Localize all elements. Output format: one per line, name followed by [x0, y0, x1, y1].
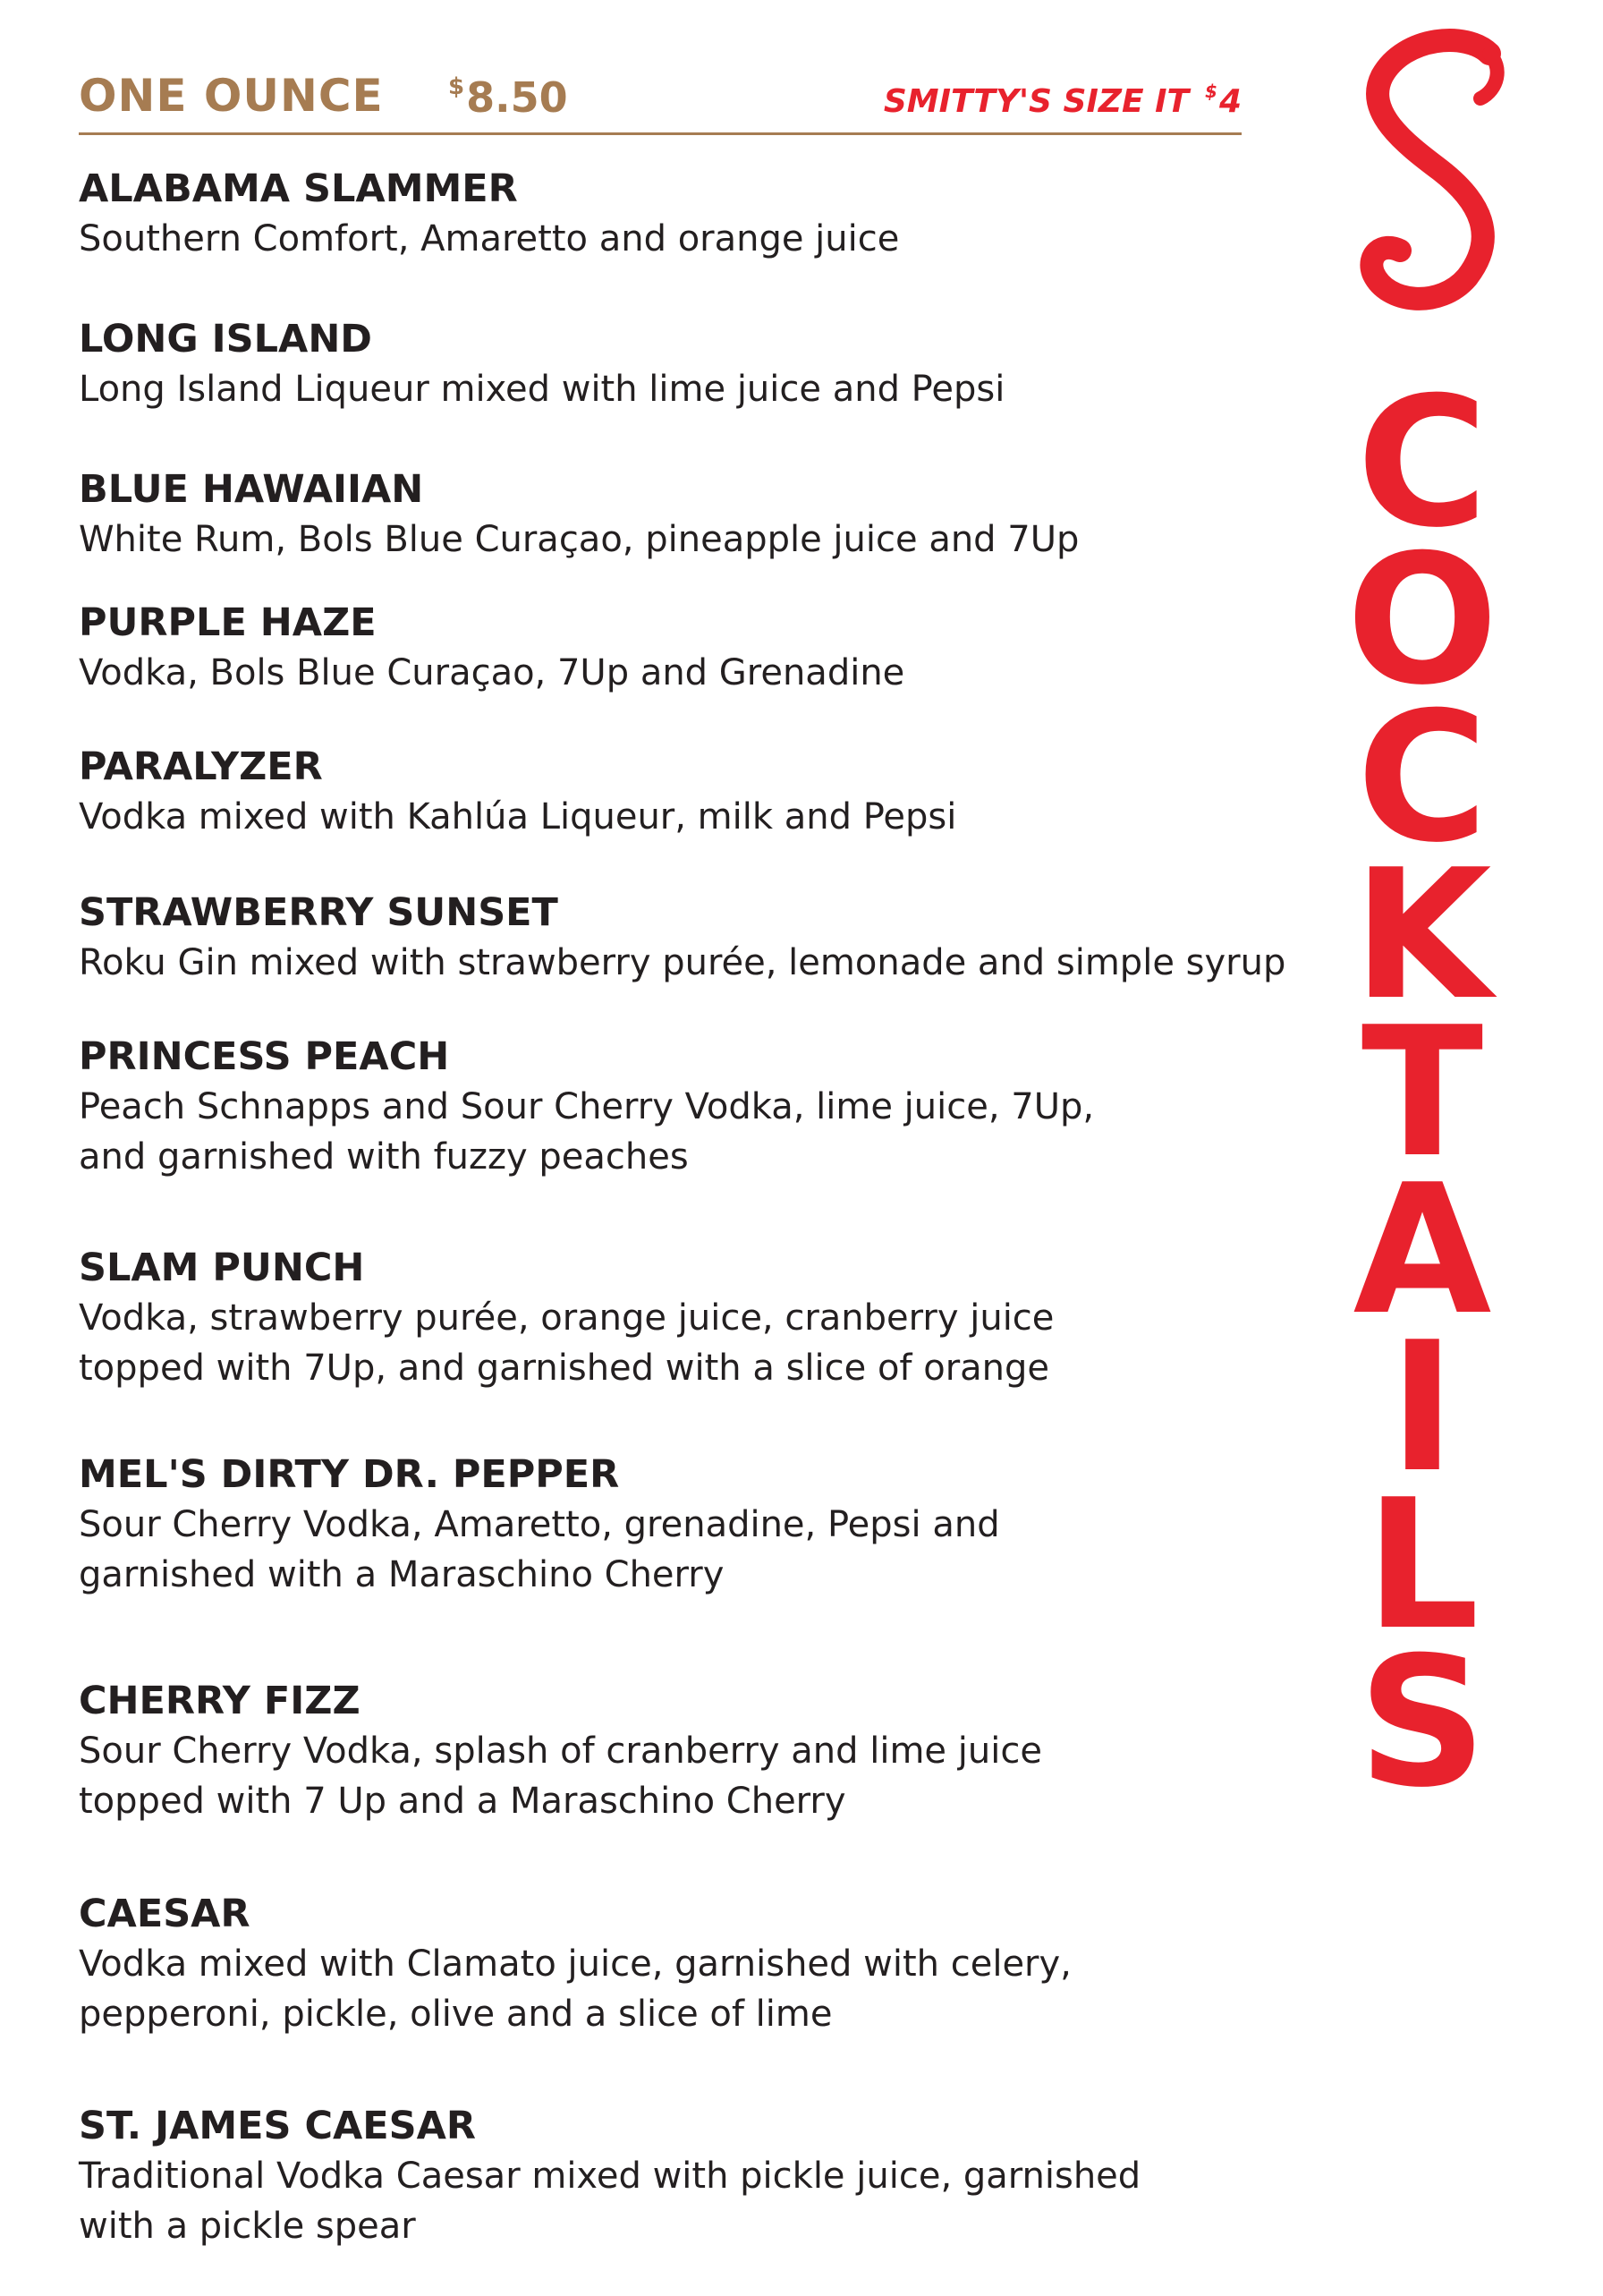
smitty-size-price: 4	[1218, 83, 1242, 120]
price-header	[79, 70, 1242, 135]
menu-item	[79, 164, 899, 264]
price-label	[448, 73, 568, 122]
item-name: SLAM PUNCH	[79, 1246, 365, 1290]
menu-item	[79, 598, 904, 698]
item-name: PRINCESS PEACH	[79, 1034, 450, 1079]
item-name: BLUE HAWAIIAN	[79, 467, 424, 512]
serving-size-label: ONE OUNCE	[79, 70, 384, 122]
item-description: Vodka, strawberry purée, orange juice, cranberry juice	[79, 1297, 1055, 1339]
script-s-logo-icon	[1333, 27, 1539, 313]
item-description: Long Island Liqueur mixed with lime juice and Pepsi	[79, 369, 1005, 410]
item-name: STRAWBERRY SUNSET	[79, 890, 558, 935]
smitty-size-text: SMITTY'S SIZE IT	[883, 83, 1190, 120]
menu-item	[79, 1676, 1042, 1826]
item-name: MEL'S DIRTY DR. PEPPER	[79, 1452, 620, 1497]
item-name: PARALYZER	[79, 744, 323, 789]
item-name: PURPLE HAZE	[79, 600, 377, 645]
menu-item	[79, 464, 1079, 565]
title-letter: K	[1353, 831, 1492, 1040]
smitty-currency: $	[1205, 81, 1217, 102]
item-name: CAESAR	[79, 1892, 250, 1936]
menu-item	[79, 2101, 1141, 2251]
menu-item	[79, 1243, 1054, 1393]
title-letter: C	[1356, 674, 1488, 882]
item-description: Southern Comfort, Amaretto and orange juice	[79, 218, 900, 259]
menu-item	[79, 888, 1285, 988]
item-description: garnished with a Maraschino Cherry	[79, 1554, 725, 1595]
item-name: ALABAMA SLAMMER	[79, 166, 518, 211]
item-description: Sour Cherry Vodka, splash of cranberry and lime juice	[79, 1731, 1042, 1772]
menu-item	[79, 1032, 1094, 1182]
item-name: ST. JAMES CAESAR	[79, 2104, 477, 2148]
item-description: topped with 7 Up and a Maraschino Cherry	[79, 1781, 846, 1822]
title-letter: S	[1357, 1619, 1488, 1827]
item-name: CHERRY FIZZ	[79, 1679, 360, 1723]
title-letter: T	[1361, 989, 1484, 1197]
item-description: Peach Schnapps and Sour Cherry Vodka, lime juice, 7Up,	[79, 1086, 1095, 1127]
item-description: Sour Cherry Vodka, Amaretto, grenadine, Pepsi and	[79, 1504, 1000, 1545]
menu-item	[79, 1889, 1072, 2039]
menu-item	[79, 314, 1005, 414]
item-description: White Rum, Bols Blue Curaçao, pineapple juice and 7Up	[79, 519, 1080, 560]
item-description: with a pickle spear	[79, 2206, 416, 2247]
title-letter: A	[1353, 1146, 1492, 1355]
title-letter: I	[1388, 1304, 1456, 1512]
item-description: Traditional Vodka Caesar mixed with pickle juice, garnished	[79, 2156, 1141, 2197]
item-description: Vodka mixed with Kahlúa Liqueur, milk and Pepsi	[79, 796, 957, 838]
menu-item	[79, 1450, 1000, 1600]
price-currency: $	[448, 73, 465, 100]
item-description: Roku Gin mixed with strawberry purée, lemonade and simple syrup	[79, 942, 1286, 983]
item-description: Vodka, Bols Blue Curaçao, 7Up and Grenadine	[79, 652, 905, 693]
cocktails-vertical-title	[1333, 359, 1512, 1906]
smitty-size-label	[884, 81, 1242, 120]
item-description: Vodka mixed with Clamato juice, garnished with celery,	[79, 1943, 1072, 1985]
item-description: and garnished with fuzzy peaches	[79, 1136, 689, 1178]
price-value: 8.50	[466, 73, 568, 122]
item-name: LONG ISLAND	[79, 317, 373, 361]
item-description: topped with 7Up, and garnished with a slice of orange	[79, 1348, 1049, 1389]
title-letter: O	[1345, 516, 1499, 725]
menu-item	[79, 742, 956, 842]
item-description: pepperoni, pickle, olive and a slice of lime	[79, 1994, 833, 2035]
title-letter: L	[1365, 1461, 1480, 1670]
title-letter: C	[1356, 359, 1488, 567]
